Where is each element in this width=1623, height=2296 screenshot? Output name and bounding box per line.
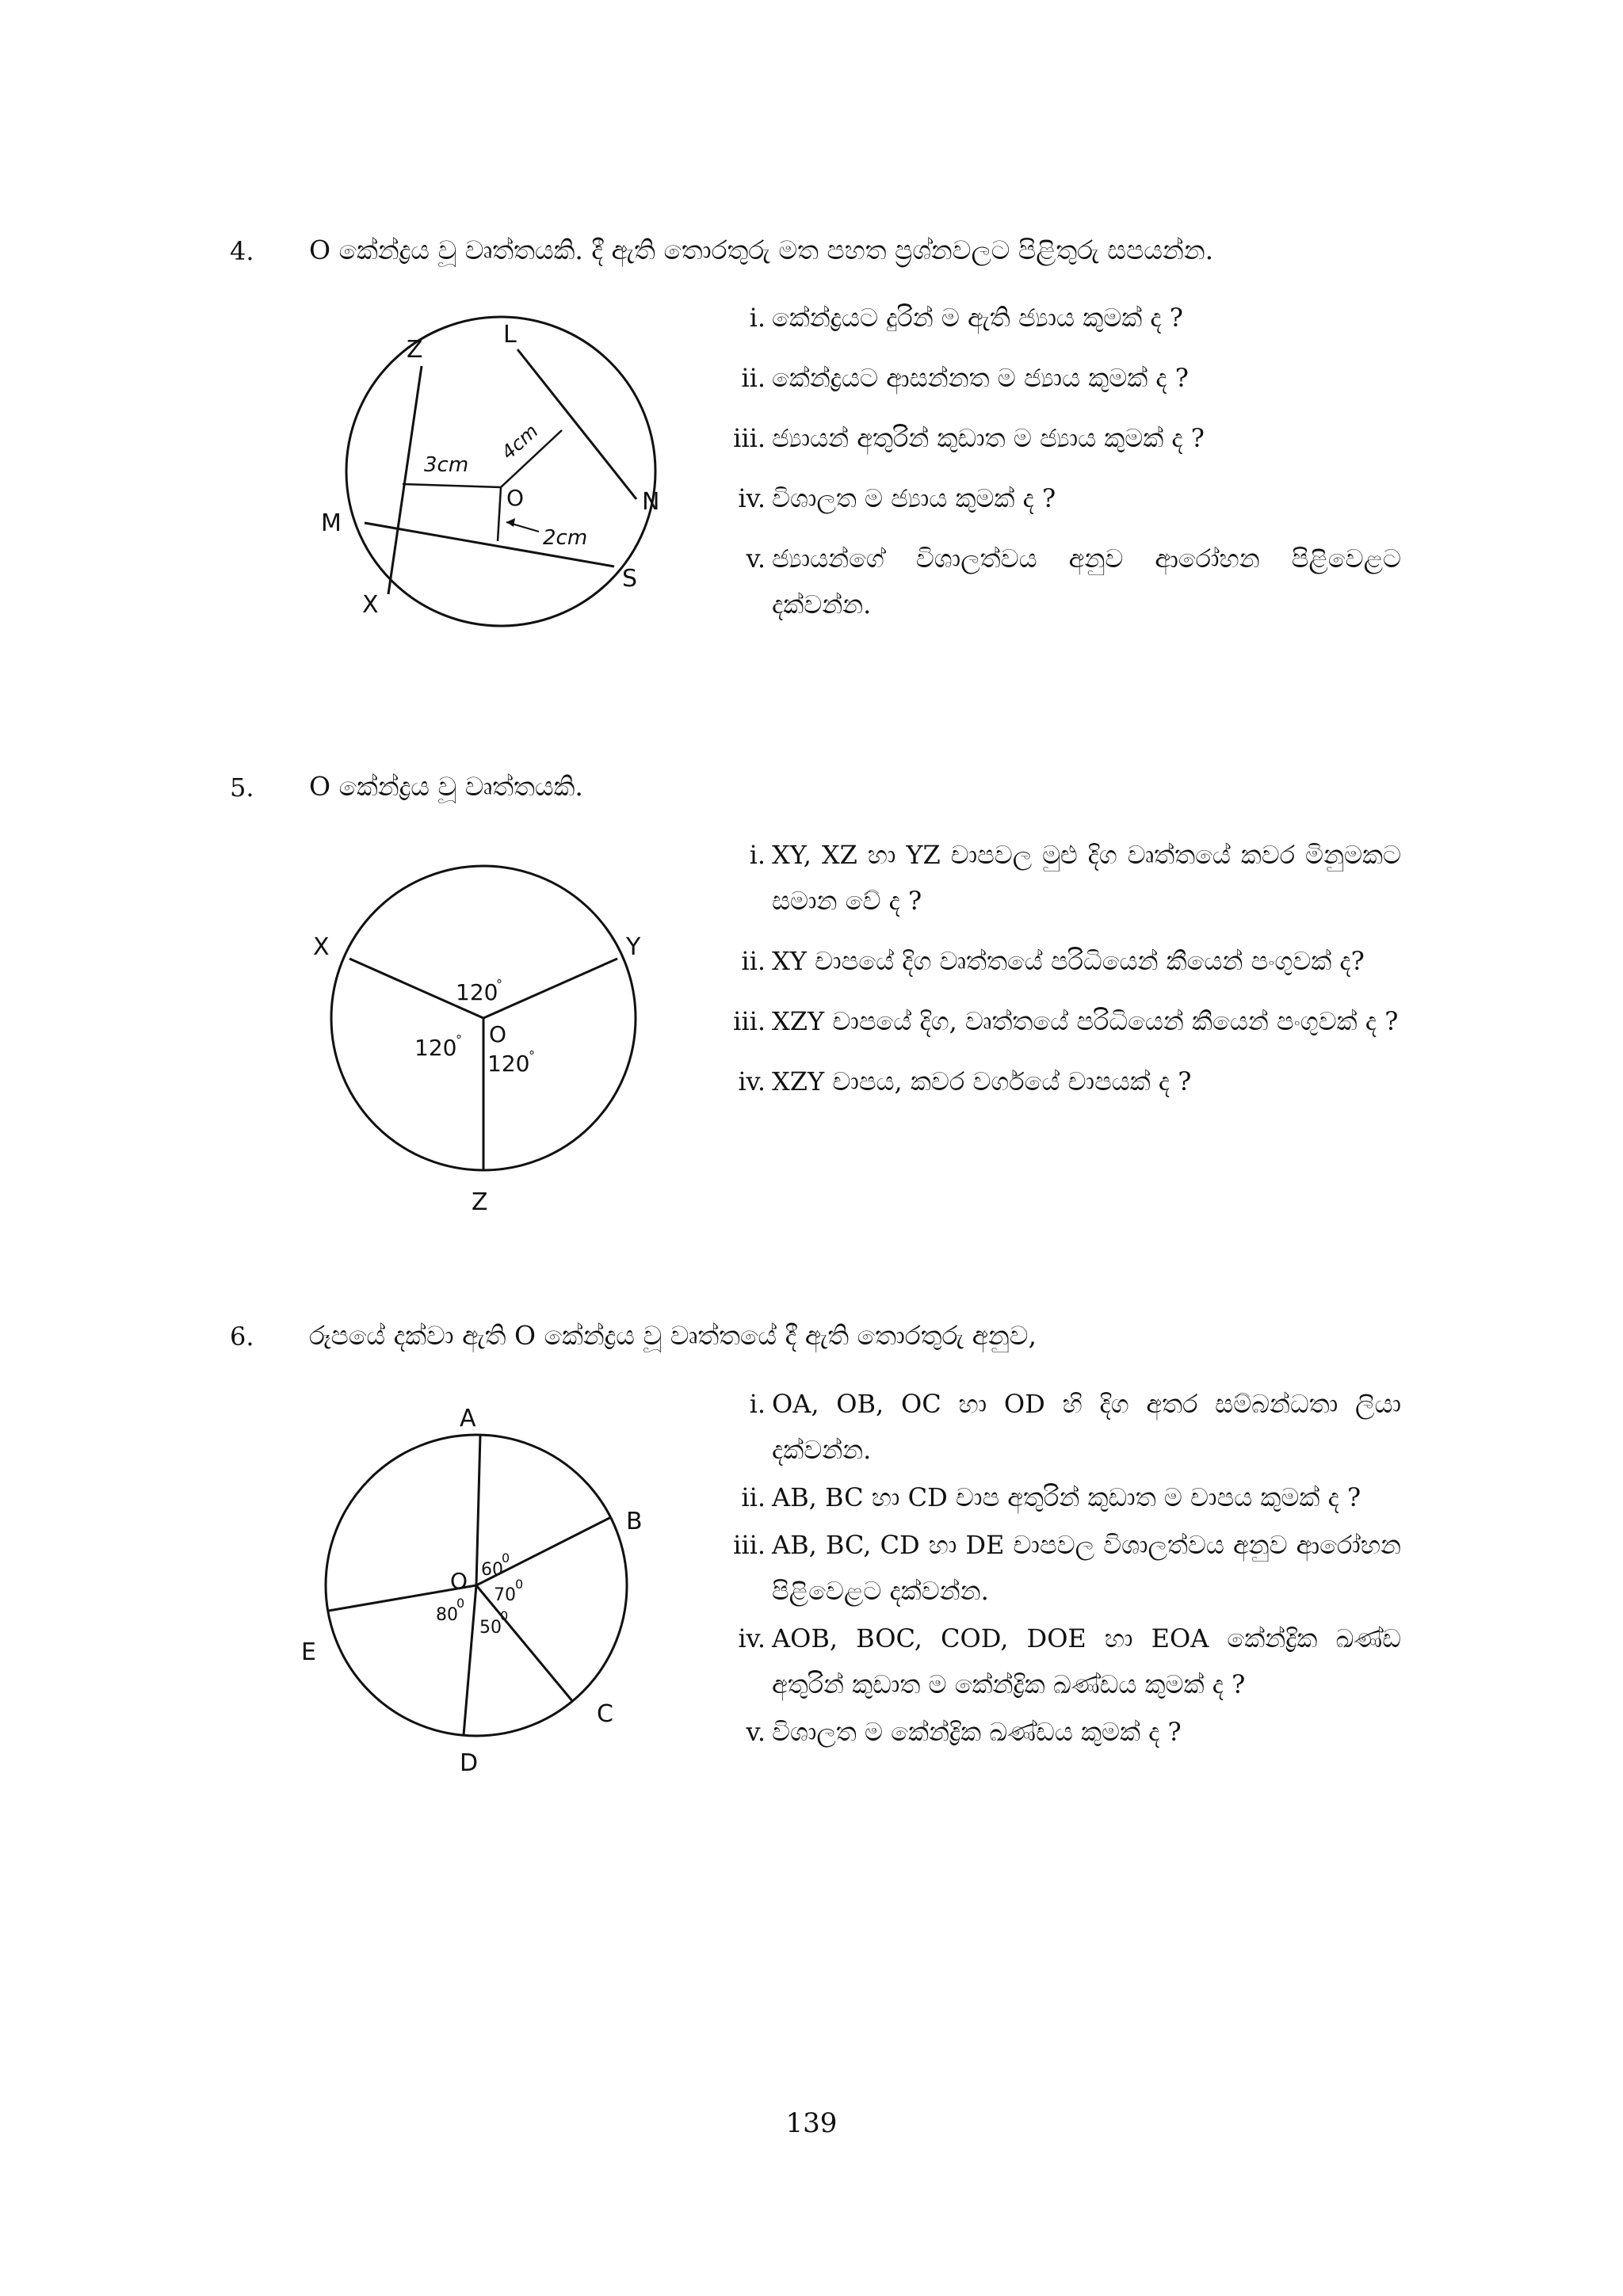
part-number: iv. [738,483,766,513]
radius-oy [483,959,617,1018]
angle-yoz: 120 [487,1051,530,1077]
angle-cod: 50 [479,1618,502,1638]
page-number: 139 [785,2107,838,2139]
label-z: Z [407,336,423,364]
label-y: Y [626,933,641,961]
part-number: iii. [733,423,766,453]
circle [346,317,655,626]
question-6-number: 6. [230,1322,254,1352]
part-text: AB, BC හා CD චාප අතුරින් කුඩාත ම චාපය කුමක් ද ? [772,1482,1361,1512]
part-text: XY චාපයේ දිග වෘත්තයේ පරිධියෙන් කීයෙන් පංගුවක් ද? [772,946,1365,976]
label-m: M [321,509,342,537]
question-4-part [727,355,1401,401]
label-x: X [313,933,330,961]
part-text: ජ්‍යායන් අතුරින් කුඩාත ම ජ්‍යාය කුමක් ද ? [772,423,1205,453]
label-e: E [301,1638,316,1666]
measure-4cm: 4cm [497,419,543,464]
part-text: කේන්ද්‍රයට ආසන්නත ම ජ්‍යාය කුමක් ද ? [772,363,1189,393]
part-text: විශාලත ම ජ්‍යාය කුමක් ද ? [772,483,1056,513]
angle-xoy: 120 [456,979,498,1005]
question-4-number: 4. [230,236,254,266]
degree-mark: 0 [502,1550,510,1566]
part-number: iii. [733,1006,766,1036]
angle-aob: 60 [481,1560,503,1580]
question-4-part [727,475,1401,521]
chord-zx [388,366,422,594]
part-number: ii. [741,1482,766,1512]
part-text: AB, BC, CD හා DE චාපවල විශාලත්වය අනුව ආරෝහන පිළිවෙළට දක්වන්න. [772,1530,1401,1606]
question-6-figure [297,1398,662,1787]
question-6-intro: රූපයේ දක්වා ඇති O කේන්ද්‍රය වූ වෘත්තයේ දී ඇති තොරතුරු අනුව, [309,1320,1037,1351]
pointer-arrowhead [506,518,515,527]
part-number: v. [746,1717,766,1747]
part-text: XY, XZ හා YZ චාපවල මුළු දිග වෘත්තයේ කවර මිනුමකට සමාන වේ ද ? [772,840,1401,916]
degree-mark: ° [496,977,502,992]
label-c: C [597,1700,613,1728]
radius-od [464,1585,476,1735]
perp-2cm [498,487,501,541]
measure-3cm: 3cm [424,453,469,477]
label-n: N [642,488,660,516]
question-5-number: 5. [230,772,254,803]
part-text: ජ්‍යායන්ගේ විශාලත්වය අනුව ආරෝහන පිළිවෙළට දක්වන්න. [772,543,1401,620]
part-number: iv. [738,1623,766,1653]
question-6-part [727,1709,1401,1755]
degree-mark: 0 [500,1608,509,1623]
part-text: OA, OB, OC හා OD හි දිග අතර සම්බන්ධතා ලියා දක්වන්න. [772,1389,1401,1465]
angle-xoz: 120 [414,1035,457,1061]
label-a: A [460,1405,476,1432]
degree-mark: 0 [515,1577,524,1592]
question-5-part [727,1058,1401,1104]
question-4-intro: O කේන්ද්‍රය වූ වෘත්තයකි. දී ඇති තොරතුරු මත පහත ප්‍රශ්නවලට පිළිතුරු සපයන්න. [309,235,1214,265]
question-6-part [727,1615,1401,1707]
part-text: XZY චාපයේ දිග, වෘත්තයේ පරිධියෙන් කීයෙන් පංගුවක් ද ? [772,1006,1399,1036]
radius-oc [476,1585,573,1702]
part-text: කේන්ද්‍රයට දුරින් ම ඇති ජ්‍යාය කුමක් ද ? [772,303,1183,333]
question-5-part [727,998,1401,1044]
question-4-figure [313,313,678,646]
part-text: AOB, BOC, COD, DOE හා EOA කේන්ද්‍රික ඛණ්ඩ අතුරින් කුඩාත ම කේන්ද්‍රික ඛණ්ඩය කුමක් ද ? [772,1623,1401,1699]
label-o: O [450,1568,468,1594]
question-5-part [727,832,1401,924]
question-4-parts [727,295,1401,642]
question-4-part [727,415,1401,461]
angle-doe: 80 [436,1605,458,1625]
part-number: iv. [738,1066,766,1097]
label-l: L [503,321,517,349]
part-number: ii. [741,363,766,393]
question-4-part [727,295,1401,341]
circle-sectors-diagram [297,1398,662,1787]
question-5-parts [727,832,1401,1119]
part-number: i. [749,303,766,333]
label-o: O [506,485,525,511]
question-5-figure [313,864,662,1220]
circle-chords-diagram [313,313,678,646]
perp-3cm [403,484,501,487]
degree-mark: 0 [456,1596,465,1611]
label-z: Z [472,1188,488,1216]
question-4-part [727,536,1401,627]
measure-2cm: 2cm [543,526,588,550]
radius-oa [476,1435,480,1585]
label-b: B [626,1508,643,1535]
angle-boc: 70 [494,1585,516,1605]
question-6-part [727,1522,1401,1614]
part-number: iii. [733,1530,766,1560]
part-number: ii. [741,946,766,976]
question-6-parts [727,1381,1401,1756]
question-6-part [727,1381,1401,1473]
part-text: විශාලත ම කේන්ද්‍රික ඛණ්ඩය කුමක් ද ? [772,1717,1182,1747]
label-x: X [362,591,379,619]
circle-three-arcs-diagram [313,864,662,1220]
part-text: XZY චාපය, කවර වර්ගයේ චාපයක් ද ? [772,1066,1192,1097]
part-number: i. [749,840,766,870]
question-6-part [727,1474,1401,1520]
label-d: D [460,1749,479,1777]
part-number: v. [746,543,766,574]
label-o: O [489,1021,507,1047]
label-s: S [622,565,638,593]
question-5-part [727,938,1401,984]
degree-mark: ° [529,1048,535,1063]
part-number: i. [749,1389,766,1419]
question-5-intro: O කේන්ද්‍රය වූ වෘත්තයකි. [309,771,583,802]
degree-mark: ° [456,1032,462,1047]
